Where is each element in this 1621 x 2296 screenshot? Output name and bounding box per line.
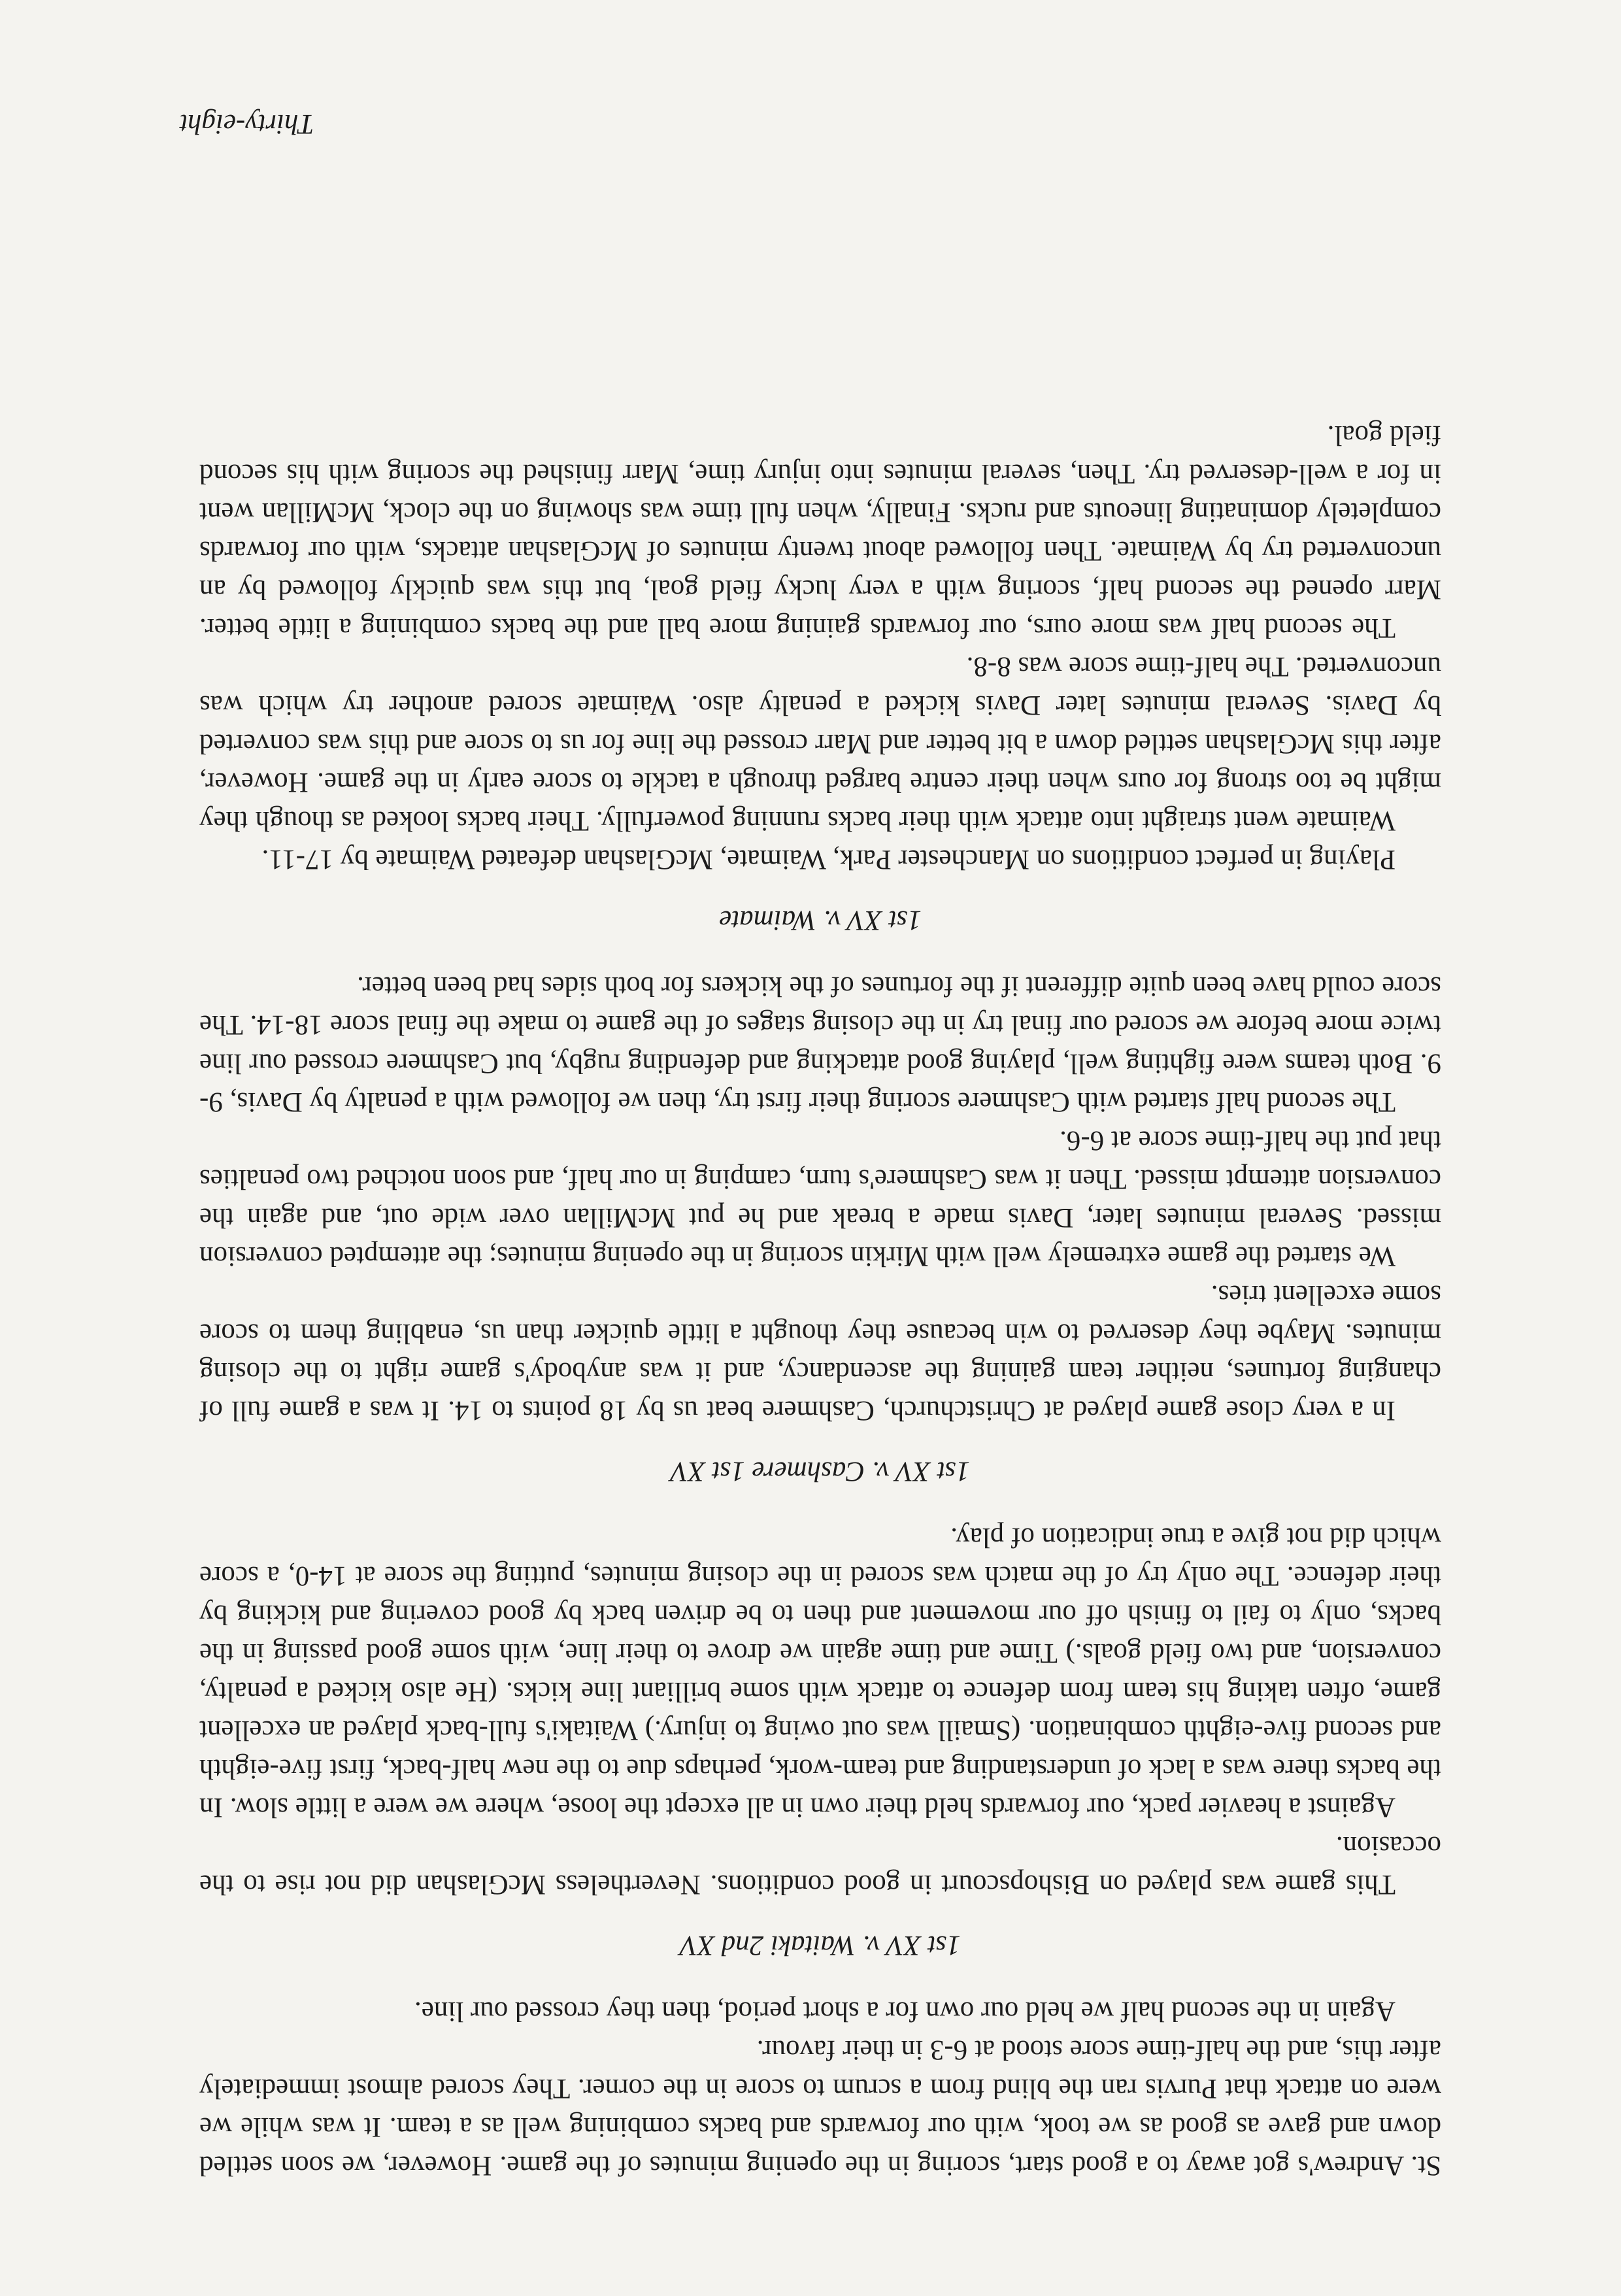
page-body bbox=[199, 416, 1441, 2185]
paragraph: Against a heavier pack, our forwards held their own in all except the loose, where we were a little slow. In the backs there was a lack of understanding and team-work, perhaps due to the new half-back, first five-eighth and second five-eighth combination. (Smaill was out owing to injury.) Waitaki's full-back played an excellent game, often taking his team from defence to attack with some brilliant line kicks. (He also kicked a penalty, conversion, and two field goals.) Time and time again we drove to their line, with some good passing in the backs, only to fail to finish off our movement and then to be driven back by good covering and kicking by their defence. The only try of the match was scored in the closing minutes, putting the score at 14-0, a score which did not give a true indication of play. bbox=[199, 1522, 1441, 1823]
paragraph: The second half was more ours, our forwards gaining more ball and the backs combining a little better. Marr opened the second half, scoring with a very lucky field goal, but this was quickly followed by an unconverted try by Waimate. Then followed about twenty minutes of McGlashan attacks, with our forwards completely dominating lineouts and rucks. Finally, when full time was showing on the clock, McMillan went in for a well-deserved try. Then, several minutes into injury time, Marr finished the scoring with his second field goal. bbox=[199, 420, 1441, 643]
paragraph: We started the game extremely well with Mirkin scoring in the opening minutes; the attempted conversion missed. Several minutes later, Davis made a break and he put McMillan over wide out, and again the conversion attempt missed. Then it was Cashmere's turn, camping in our half, and soon notched two penalties that put the half-time score at 6-6. bbox=[199, 1125, 1441, 1272]
paragraph: St. Andrew's got away to a good start, scoring in the opening minutes of the game. However, we soon settled down and gave as good as we took, with our forwards and backs combining well as a team. It was while we were on attack that Purvis ran the blind from a scrum to score in the corner. They scored almost immediately after this, and the half-time score stood at 6-3 in their favour. bbox=[199, 2034, 1441, 2181]
section-heading: 1st XV v. Waitaki 2nd XV bbox=[680, 1930, 961, 1961]
match-report-cashmere bbox=[199, 967, 1441, 1491]
section-heading: 1st XV v. Cashmere 1st XV bbox=[671, 1456, 970, 1487]
match-report-waimate bbox=[199, 416, 1441, 939]
section-heading: 1st XV v. Waimate bbox=[719, 905, 922, 936]
paragraph: The second half started with Cashmere scoring their first try, then we followed with a penalty by Davis, 9-9. Both teams were fighting well, playing good attacking and defending rugby, but Cashmere crossed our line twice more before we scored our final try in the closing stages of the game to make the final score 18-14. The score could have been quite different if the fortunes of the kickers for both sides had been better. bbox=[199, 971, 1441, 1117]
match-report-waitaki bbox=[199, 1518, 1441, 1965]
paragraph: Playing in perfect conditions on Manchester Park, Waimate, McGlashan defeated Waimate by 17-11. bbox=[261, 844, 1395, 875]
paragraph: In a very close game played at Christchurch, Cashmere beat us by 18 points to 14. It was a game full of changing fortunes, neither team gaining the ascendancy, and it was anybody's game right to the closing minutes. Maybe they deserved to win because they thought a little quicker than us, enabling them to score some excellent tries. bbox=[199, 1279, 1441, 1426]
paragraph: This game was played on Bishopscourt in good conditions. Nevertheless McGlashan did not rise to the occasion. bbox=[199, 1831, 1441, 1900]
paragraph: Waimate went straight into attack with their backs running powerfully. Their backs looked as though they might be too strong for ours when their centre barged through a tackle to score early in the game. However, after this McGlashan settled down a bit better and Marr crossed the line for us to score and this was converted by Davis. Several minutes later Davis kicked a penalty also. Waimate scored another try which was unconverted. The half-time score was 8-8. bbox=[199, 651, 1441, 836]
page-number: Thirty-eight bbox=[180, 109, 314, 139]
paragraph: Again in the second half we held our own for a short period, then they crossed our line. bbox=[414, 1996, 1395, 2027]
